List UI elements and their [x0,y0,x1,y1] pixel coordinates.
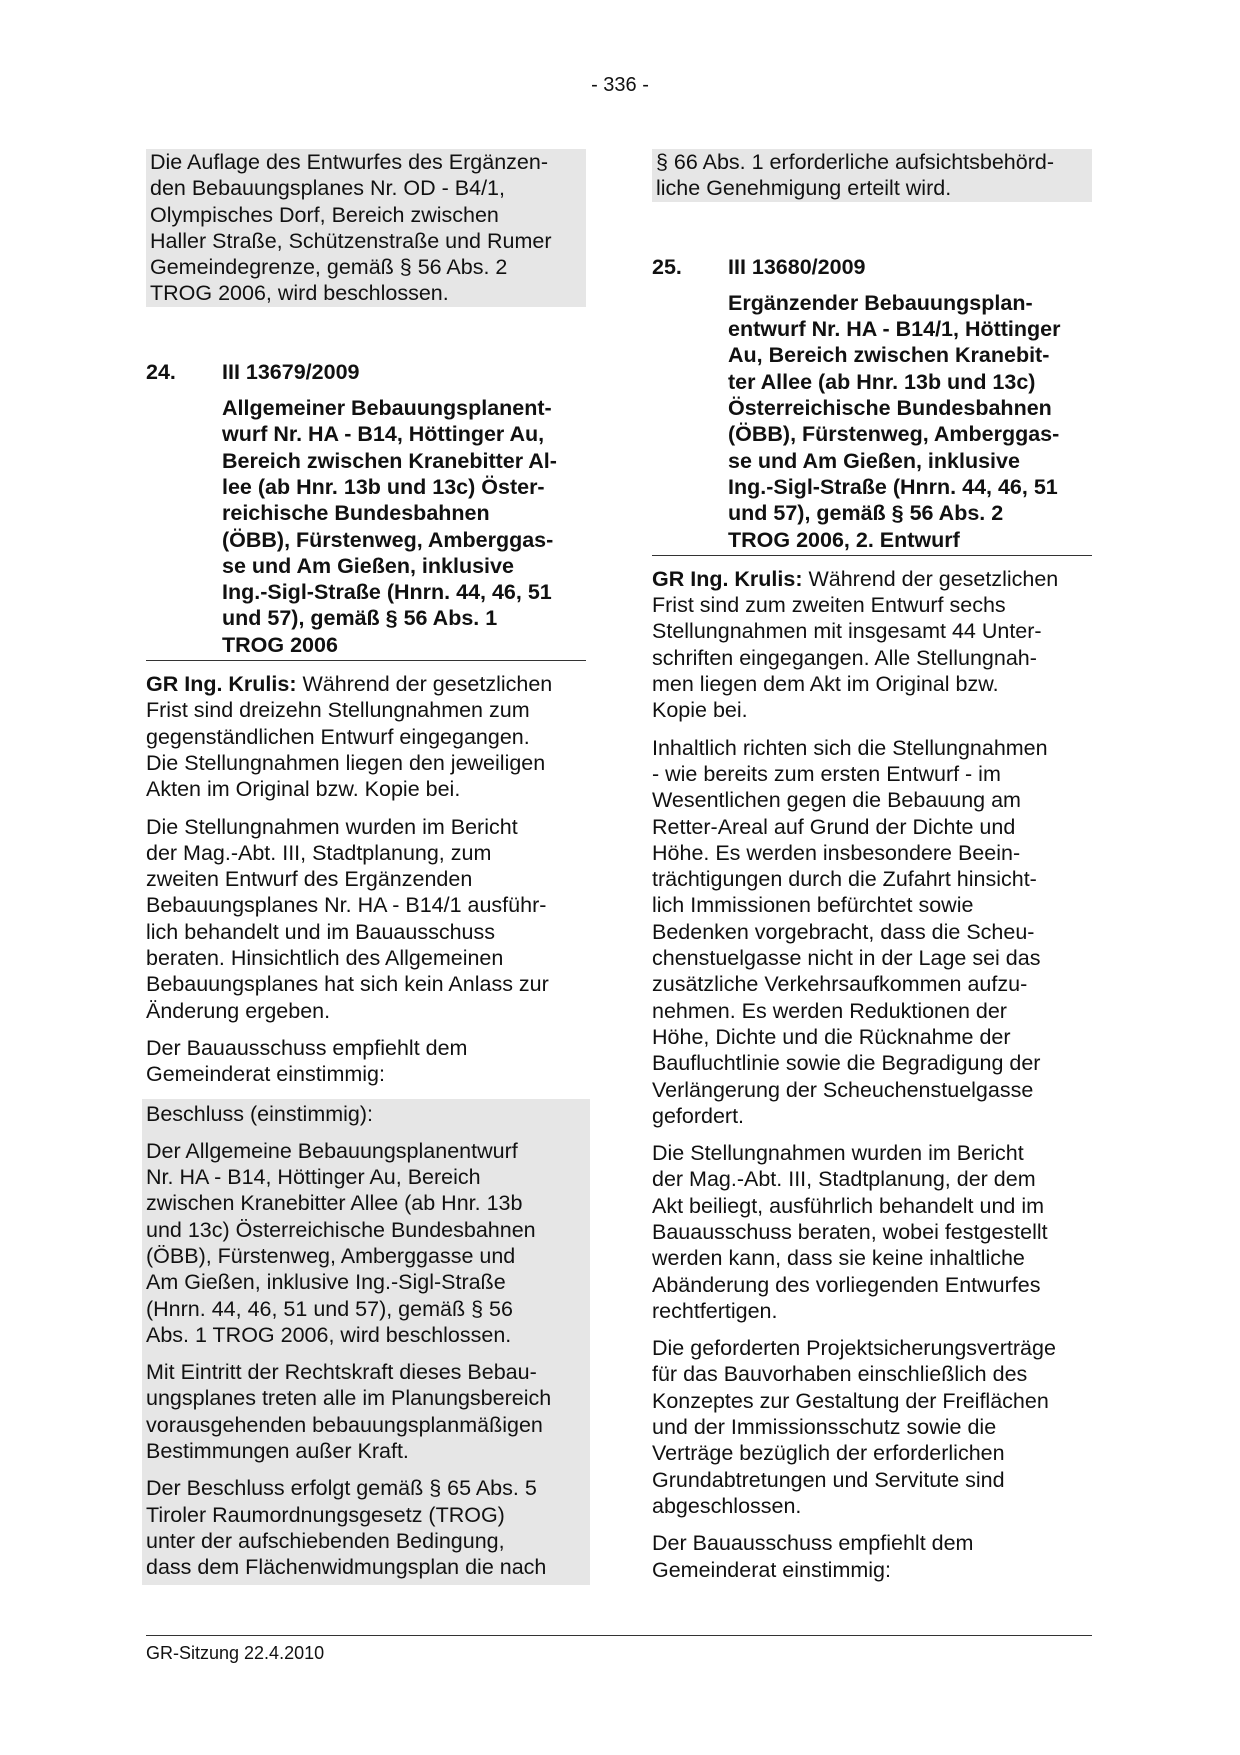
resolution-paragraph: Der Allgemeine Bebauungsplanentwurf Nr. HA - B14, Höttinger Au, Bereich zwischen Kranebitter Allee (ab Hnr. 13b und 13c) Österreichische Bundesbahnen (ÖBB), Fürstenweg, Amberggasse und Am Gießen, inklusive Ing.-Sigl-Straße (Hnrn. 44, 46, 51 und 57), gemäß § 56 Abs. 1 TROG 2006, wird beschlossen. [146,1138,536,1347]
agenda-item-title: Allgemeiner Bebauungsplanent- wurf Nr. HA - B14, Höttinger Au, Bereich zwischen Kranebitter Al- lee (ab Hnr. 13b und 13c) Öster- reichische Bundesbahnen (ÖBB), Fürstenweg, Amberggas- se und Am Gießen, inklusive Ing.-Sigl-Straße (Hnrn. 44, 46, 51 und 57), gemäß § 56 Abs. 1 TROG 2006 [222,396,557,657]
resolution-heading: Beschluss (einstimmig): [146,1101,373,1126]
page-number: - 336 - [591,74,649,96]
footer-divider [146,1635,1092,1636]
title-divider [652,555,1092,556]
body-paragraph: Die Stellungnahmen wurden im Bericht der Mag.-Abt. III, Stadtplanung, zum zweiten Entwurf des Ergänzenden Bebauungsplanes Nr. HA - B14/1 ausführ- lich behandelt und im Bauausschuss beraten. Hinsichtlich des Allgemeinen Bebauungsplanes hat sich kein Anlass zur Änderung ergeben. [146,814,549,1023]
body-paragraph: Der Bauausschuss empfiehlt dem Gemeinderat einstimmig: [146,1035,468,1087]
agenda-item-24-header [146,359,586,385]
body-paragraph: Der Bauausschuss empfiehlt dem Gemeinderat einstimmig: [652,1531,974,1582]
resolution-paragraph: Der Beschluss erfolgt gemäß § 65 Abs. 5 Tiroler Raumordnungsgesetz (TROG) unter der aufschiebenden Bedingung, dass dem Flächenwidmungsplan die nach [146,1476,547,1580]
resolution-paragraph: Mit Eintritt der Rechtskraft dieses Bebau- ungsplanes treten alle im Planungsbereich vorausgehenden bebauungsplanmäßigen Bestimmungen außer Kraft. [146,1360,552,1464]
speaker-text: Während der gesetzlichen Frist sind dreizehn Stellungnahmen zum gegenständlichen Entwurf eingegangen. Die Stellungnahmen liegen den jeweiligen Akten im Original bzw. Kopie bei. [146,672,553,802]
agenda-item-reference: III 13680/2009 [728,254,866,279]
agenda-item-25-header [652,254,1092,280]
resolution-block [142,1099,590,1585]
agenda-item-title: Ergänzender Bebauungsplan- entwurf Nr. HA - B14/1, Höttinger Au, Bereich zwischen Kranebit- ter Allee (ab Hnr. 13b und 13c) Österreichische Bundesbahnen (ÖBB), Fürstenweg, Amberggas- se und Am Gießen, inklusive Ing.-Sigl-Straße (Hnrn. 44, 46, 51 und 57), gemäß § 56 Abs. 2 TROG 2006, 2. Entwurf [728,290,1061,552]
speaker-text: Während der gesetzlichen Frist sind zum zweiten Entwurf sechs Stellungnahmen mit insgesamt 44 Unter- schriften eingegangen. Alle Stellungnah- men liegen dem Akt im Original bzw. Kopie bei. [652,566,1059,723]
body-paragraph: Inhaltlich richten sich die Stellungnahmen - wie bereits zum ersten Entwurf - im Wesentlichen gegen die Bebauung am Retter-Areal auf Grund der Dichte und Höhe. Es werden insbesondere Beein- trächtigungen durch die Zufahrt hinsicht- lich Immissionen befürchtet sowie Bedenken vorgebracht, dass die Scheu- chenstuelgasse nicht in der Lage sei das zusätzliche Verkehrsaufkommen aufzu- nehmen. Es werden Reduktionen der Höhe, Dichte und die Rücknahme der Baufluchtlinie sowie die Begradigung der Verlängerung der Scheuchenstuelgasse gefordert. [652,735,1048,1128]
speaker-paragraph [146,671,586,802]
agenda-item-reference: III 13679/2009 [222,359,360,384]
speaker-name: GR Ing. Krulis: [146,672,297,697]
body-paragraph: Die Stellungnahmen wurden im Bericht der Mag.-Abt. III, Stadtplanung, der dem Akt beiliegt, ausführlich behandelt und im Bauausschuss beraten, wobei festgestellt werden kann, dass sie keine inhaltliche Abänderung des vorliegenden Entwurfes rechtfertigen. [652,1141,1048,1323]
agenda-item-number: 25. [652,254,682,279]
intro-resolution-continuation: § 66 Abs. 1 erforderliche aufsichtsbehörd- liche Genehmigung erteilt wird. [652,149,1092,202]
footer-session-date: GR-Sitzung 22.4.2010 [146,1643,325,1663]
body-paragraph: Die geforderten Projektsicherungsverträge für das Bauvorhaben einschließlich des Konzeptes zur Gestaltung der Freiflächen und der Immissionsschutz sowie die Verträge bezüglich der erforderlichen Grundabtretungen und Servitute sind abgeschlossen. [652,1336,1056,1518]
left-column [146,149,586,1585]
speaker-name: GR Ing. Krulis: [652,566,803,591]
right-column [652,149,1092,1594]
intro-resolution-text: Die Auflage des Entwurfes des Ergänzen- den Bebauungsplanes Nr. OD - B4/1, Olympisches Dorf, Bereich zwischen Haller Straße, Schützenstraße und Rumer Gemeindegrenze, gemäß § 56 Abs. 2 TROG 2006, wird beschlossen. [146,149,586,307]
agenda-item-number: 24. [146,359,176,384]
speaker-paragraph [652,566,1092,724]
title-divider [146,660,586,661]
